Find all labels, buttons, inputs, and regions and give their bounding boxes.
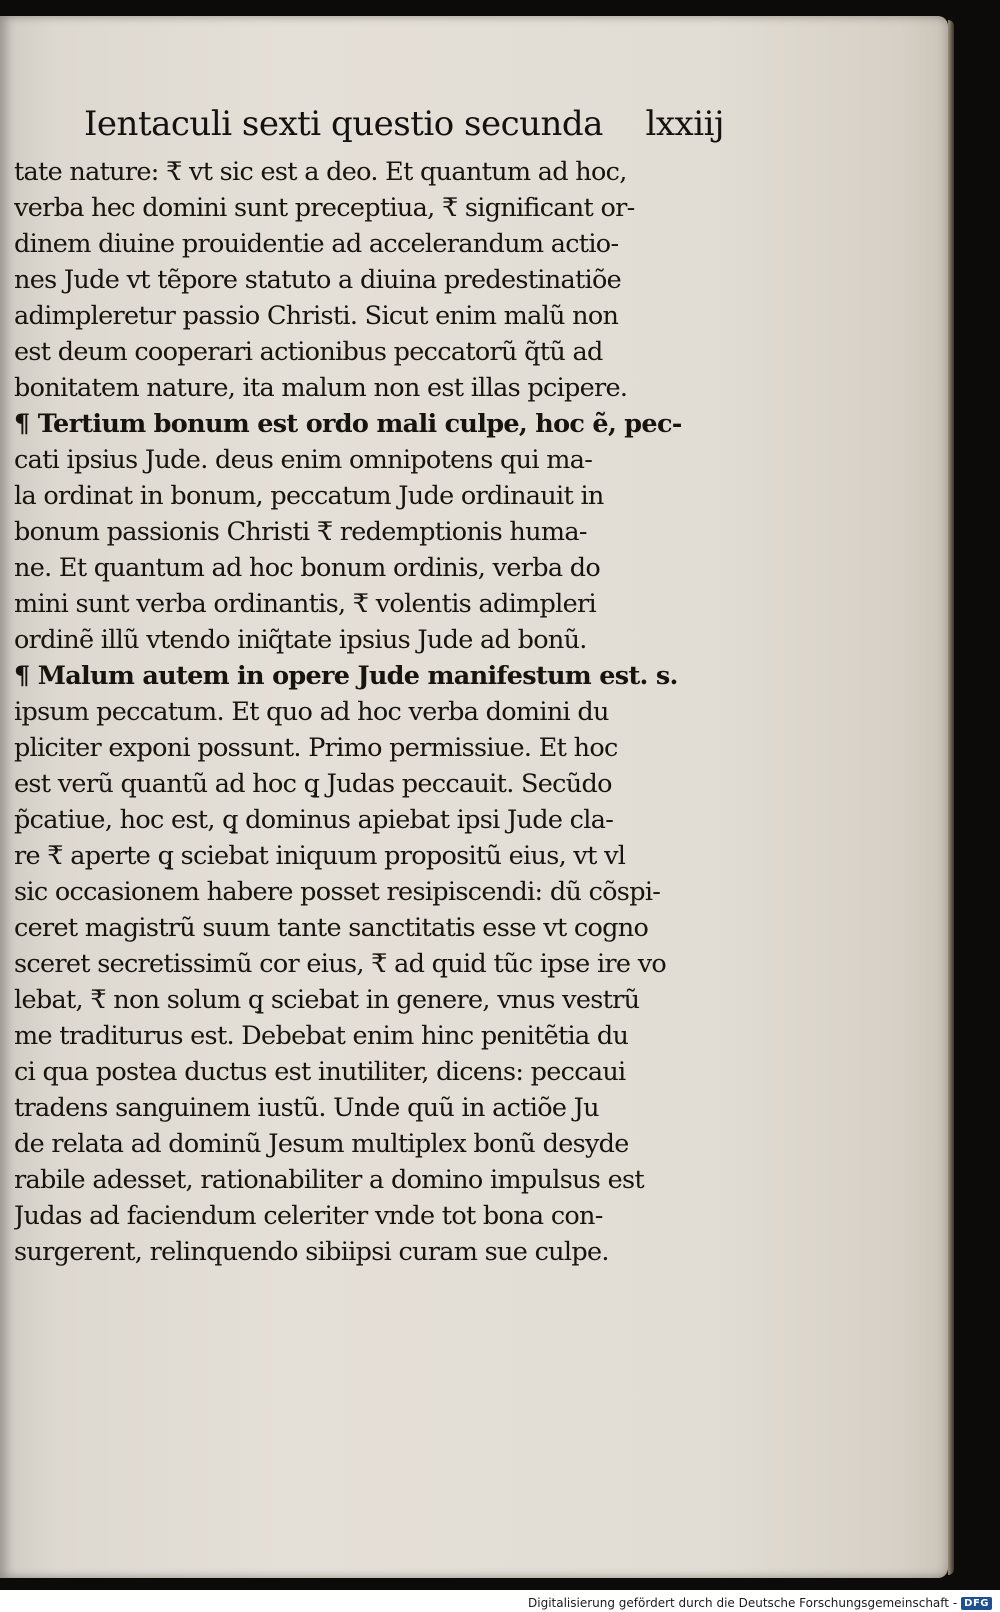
digitization-credit <box>528 1596 992 1610</box>
page-edge <box>948 20 954 1575</box>
text-line: rabile adesset, rationabiliter a domino impulsus est <box>14 1165 644 1195</box>
text-line: ¶ Tertium bonum est ordo mali culpe, hoc ẽ, pec- <box>14 409 682 439</box>
text-block <box>14 154 726 1270</box>
text-line: de relata ad dominũ Jesum multiplex bonũ desyde <box>14 1129 629 1159</box>
text-line: ¶ Malum autem in opere Jude manifestum est. s. <box>14 661 678 691</box>
text-line: sceret secretissimũ cor eius, ₹ ad quid tũc ipse ire vo <box>14 949 667 979</box>
text-line: ne. Et quantum ad hoc bonum ordinis, verba do <box>14 553 601 583</box>
text-line: verba hec domini sunt preceptiua, ₹ significant or- <box>14 193 635 223</box>
text-line: ordinẽ illũ vtendo iniq̃tate ipsius Jude ad bonũ. <box>14 625 587 655</box>
folio-number: lxxiij <box>645 104 724 144</box>
text-line: p̃catiue, hoc est, q̧ dominus apiebat ipsi Jude cla- <box>14 805 614 835</box>
text-line: sic occasionem habere posset resipiscendi: dũ cõspi- <box>14 877 661 907</box>
running-head <box>84 104 724 144</box>
text-line: ceret magistrũ suum tante sanctitatis esse vt cogno <box>14 913 649 943</box>
text-line: me traditurus est. Debebat enim hinc penitẽtia du <box>14 1021 629 1051</box>
text-line: est deum cooperari actionibus peccatorũ q̃tũ ad <box>14 337 603 367</box>
book-page <box>0 16 948 1578</box>
running-title: Ientaculi sexti questio secunda <box>84 104 603 144</box>
text-line: tate nature: ₹ vt sic est a deo. Et quantum ad hoc, <box>14 157 627 187</box>
text-line: Judas ad faciendum celeriter vnde tot bona con- <box>14 1201 603 1231</box>
text-line: ipsum peccatum. Et quo ad hoc verba domini du <box>14 697 609 727</box>
text-line: bonitatem nature, ita malum non est illas pcipere. <box>14 373 628 403</box>
dfg-logo: DFG <box>961 1597 992 1610</box>
text-line: lebat, ₹ non solum q̧ sciebat in genere, vnus vestrũ <box>14 985 640 1015</box>
text-line: bonum passionis Christi ₹ redemptionis huma- <box>14 517 587 547</box>
text-line: ci qua postea ductus est inutiliter, dicens: peccaui <box>14 1057 626 1087</box>
text-line: tradens sanguinem iustũ. Unde quũ in actiõe Ju <box>14 1093 599 1123</box>
text-line: cati ipsius Jude. deus enim omnipotens qui ma- <box>14 445 593 475</box>
text-line: la ordinat in bonum, peccatum Jude ordinauit in <box>14 481 604 511</box>
text-line: nes Jude vt tẽpore statuto a diuina predestinatiõe <box>14 265 622 295</box>
text-line: dinem diuine prouidentie ad accelerandum actio- <box>14 229 619 259</box>
text-line: est verũ quantũ ad hoc q̧ Judas peccauit. Secũdo <box>14 769 612 799</box>
text-line: surgerent, relinquendo sibiipsi curam sue culpe. <box>14 1237 609 1267</box>
text-line: re ₹ aperte q̧ sciebat iniquum propositũ eius, vt vl <box>14 841 626 871</box>
text-line: pliciter exponi possunt. Primo permissiue. Et hoc <box>14 733 618 763</box>
text-line: mini sunt verba ordinantis, ₹ volentis adimpleri <box>14 589 596 619</box>
credit-text: Digitalisierung gefördert durch die Deutsche Forschungsgemeinschaft - <box>528 1596 958 1610</box>
text-line: adimpleretur passio Christi. Sicut enim malũ non <box>14 301 619 331</box>
